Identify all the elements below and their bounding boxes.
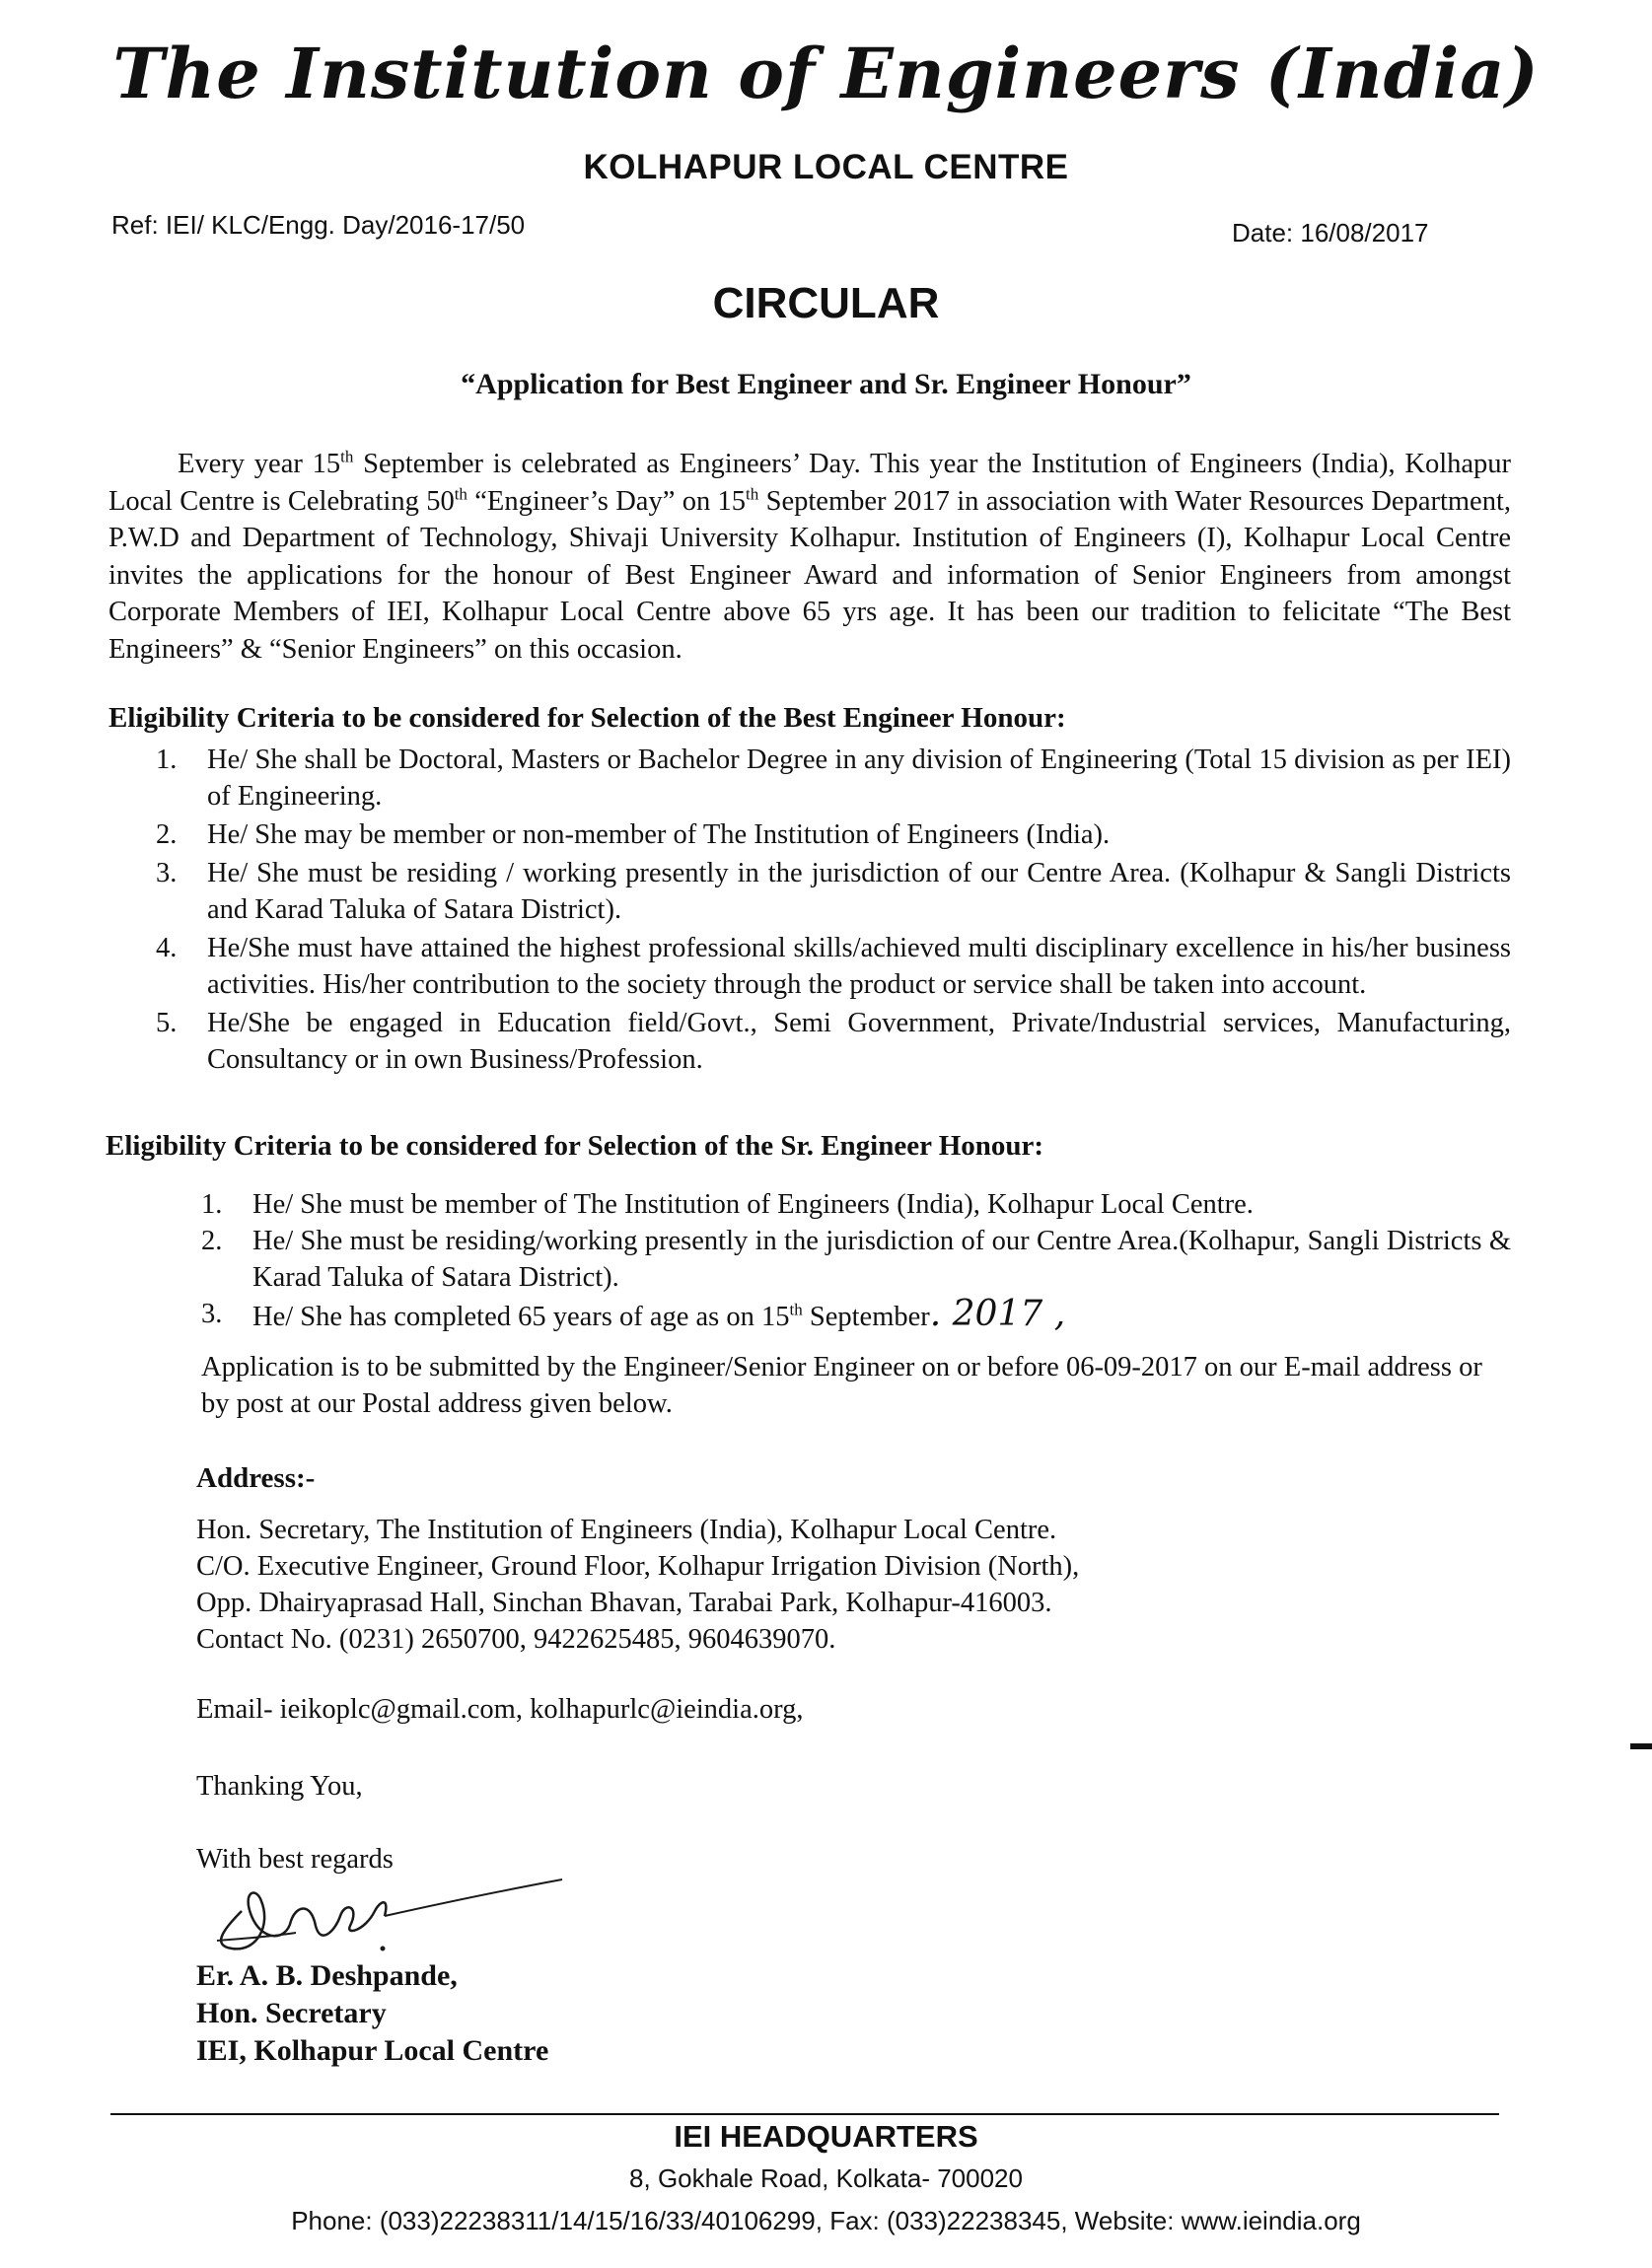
submission-note: Application is to be submitted by the Engineer/Senior Engineer on or before 06-09-2017 on our E-mail address or by post at our Postal address given below. [201,1352,1482,1419]
senior-engineer-criteria-heading: Eligibility Criteria to be considered for Selection of the Sr. Engineer Honour: [106,1130,1044,1162]
list-item [201,1296,1511,1335]
list-item [156,816,1511,853]
item-text: He/ She must be member of The Institution of Engineers (India), Kolhapur Local Centre. [252,1189,1254,1220]
regards-line: With best regards [196,1844,394,1875]
headquarters-title: IEI HEADQUARTERS [674,2119,978,2154]
item-number: 5. [156,1008,178,1038]
item-sup: th [789,1300,803,1319]
signatory-organisation: IEI, Kolhapur Local Centre [196,2034,549,2067]
signatory-block [196,1957,548,2070]
intro-text-3: “Engineer’s Day” on 15 [467,485,747,517]
item-text: He/ She shall be Doctoral, Masters or Bachelor Degree in any division of Engineering (Total 15 division as per IEI) of Engineering. [207,744,1511,812]
list-item [156,742,1511,815]
item-number: 1. [201,1189,223,1220]
centre-name: KOLHAPUR LOCAL CENTRE [583,148,1069,186]
address-line: Hon. Secretary, The Institution of Engineers (India), Kolhapur Local Centre. [196,1515,1057,1545]
list-item [201,1223,1511,1296]
circular-title: CIRCULAR [712,279,940,327]
reference-number: Ref: IEI/ KLC/Engg. Day/2016-17/50 [111,210,526,240]
intro-sup-1: th [340,447,354,466]
item-number: 3. [156,858,178,888]
list-item [156,930,1511,1003]
signatory-name: Er. A. B. Deshpande, [196,1959,458,1992]
intro-sup-3: th [746,484,759,503]
item-text: He/ She has completed 65 years of age as on 15 [252,1302,790,1332]
list-item [156,1005,1511,1078]
address-line: Opp. Dhairyaprasad Hall, Sinchan Bhavan, Tarabai Park, Kolhapur-416003. [196,1588,1052,1618]
address-line: C/O. Executive Engineer, Ground Floor, Kolhapur Irrigation Division (North), [196,1551,1080,1582]
footer-divider [110,2113,1499,2115]
circular-subject: “Application for Best Engineer and Sr. Engineer Honour” [461,368,1191,400]
institution-title: The Institution of Engineers (India) [112,33,1540,114]
headquarters-contact: Phone: (033)22238311/14/15/16/33/40106299, Fax: (033)22238345, Website: www.ieindia.org [291,2206,1361,2235]
handwritten-signature [202,1872,567,1960]
list-item [156,855,1511,928]
intro-sup-2: th [454,484,467,503]
signatory-designation: Hon. Secretary [196,1997,387,2029]
address-block [196,1512,1079,1658]
item-text: He/She be engaged in Education field/Govt., Semi Government, Private/Industrial services, Manufacturing, Consultancy or in own Business/Profession. [207,1008,1511,1075]
address-line: Contact No. (0231) 2650700, 9422625485, 9604639070. [196,1624,836,1655]
circular-date: Date: 16/08/2017 [1232,218,1429,248]
senior-engineer-criteria-list [201,1186,1511,1335]
item-text: He/ She may be member or non-member of The Institution of Engineers (India). [207,819,1111,850]
item-number: 4. [156,933,178,963]
headquarters-address: 8, Gokhale Road, Kolkata- 700020 [629,2163,1023,2193]
email-line: Email- ieikoplc@gmail.com, kolhapurlc@ieindia.org, [196,1694,804,1725]
item-text-tail: September [802,1302,930,1332]
intro-text-2: September is celebrated as Engineers’ Day. This year the Institution of Engineers (India), Kolhapur Local Centre is Celebrating 50 [108,449,1512,517]
list-item [201,1186,1511,1223]
item-text: He/ She must be residing / working presently in the jurisdiction of our Centre Area. (Kolhapur & Sangli Districts and Karad Taluka of Satara District). [207,858,1511,925]
item-number: 2. [201,1226,223,1256]
best-engineer-criteria-list [156,742,1511,1080]
best-engineer-criteria-heading: Eligibility Criteria to be considered for Selection of the Best Engineer Honour: [108,702,1066,734]
item-text: He/She must have attained the highest professional skills/achieved multi disciplinary excellence in his/her business activities. His/her contribution to the society through the product or service shall be taken into account. [207,933,1511,1000]
item-number: 1. [156,744,178,775]
handwritten-year: . 2017 , [929,1294,1066,1334]
item-number: 2. [156,819,178,850]
item-number: 3. [201,1299,223,1329]
intro-text-4: September 2017 in association with Water Resources Department, P.W.D and Department of Technology, Shivaji University Kolhapur. Institution of Engineers (I), Kolhapur Local Centre invites the applications for the honour of Best Engineer Award and information of Senior Engineers from amongst Corporate Members of IEI, Kolhapur Local Centre above 65 yrs age. It has been our tradition to felicitate “The Best Engineers” & “Senior Engineers” on this occasion. [108,485,1511,665]
thanking-line: Thanking You, [196,1771,363,1802]
scan-edge-mark [1630,1743,1652,1749]
intro-text-1: Every year 15 [178,449,341,479]
item-text: He/ She must be residing/working presently in the jurisdiction of our Centre Area.(Kolhapur, Sangli Districts & Karad Taluka of Satara District). [252,1226,1511,1293]
address-heading: Address:- [196,1462,316,1494]
intro-paragraph [108,446,1511,668]
